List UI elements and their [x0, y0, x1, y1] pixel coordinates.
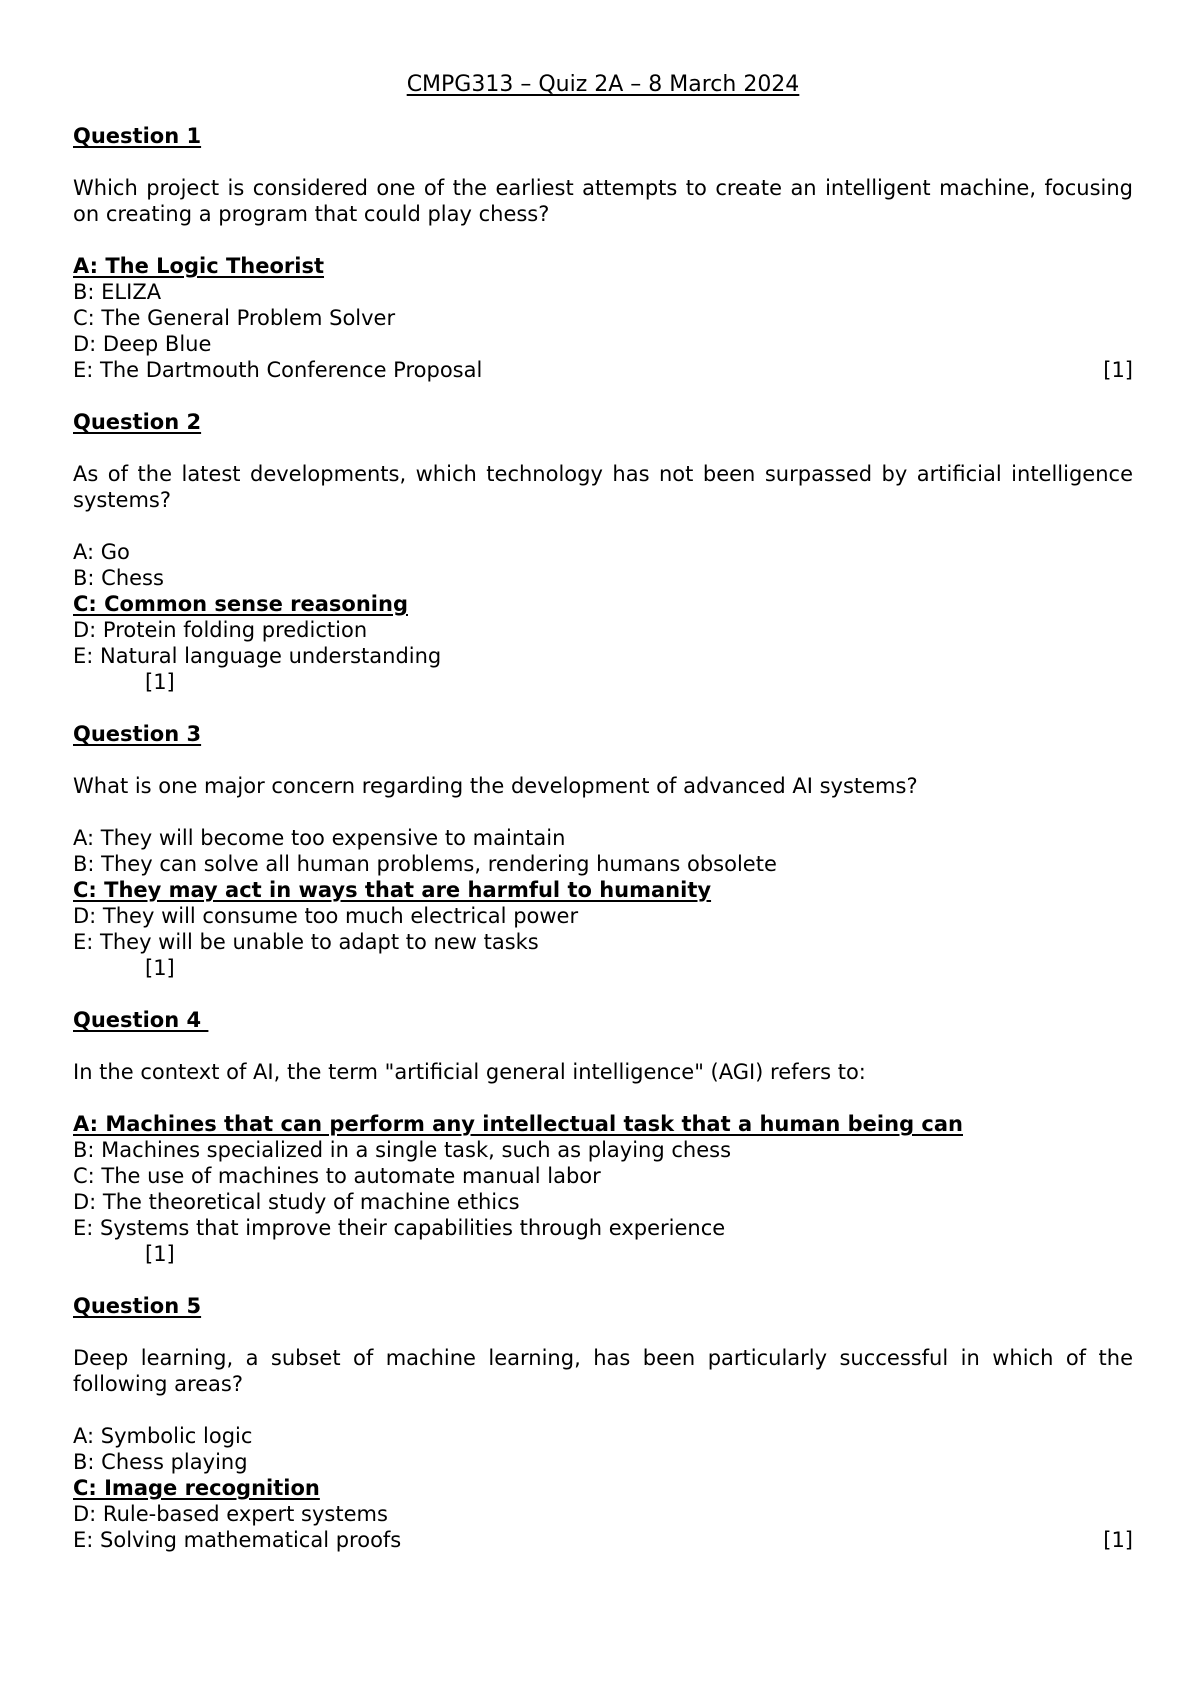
marks-label: [1]	[1103, 1528, 1133, 1552]
answer-options	[73, 1423, 1133, 1553]
question-heading: Question 1	[73, 124, 202, 148]
answer-option: A: They will become too expensive to maintain	[73, 826, 566, 850]
answer-option: E: Natural language understanding	[73, 644, 442, 668]
answer-option-with-marks	[73, 1527, 1133, 1553]
answer-option-label: E: The Dartmouth Conference Proposal	[73, 358, 483, 382]
answer-option-label: E: Solving mathematical proofs	[73, 1528, 402, 1552]
answer-option: D: The theoretical study of machine ethics	[73, 1190, 520, 1214]
question-2	[73, 409, 1133, 695]
answer-option: A: Go	[73, 540, 130, 564]
answer-option: B: Machines specialized in a single task, such as playing chess	[73, 1138, 732, 1162]
answer-option: C: The General Problem Solver	[73, 306, 396, 330]
answer-option-with-marks	[73, 357, 1133, 383]
answer-options	[73, 539, 1133, 695]
answer-option-correct: C: They may act in ways that are harmful to humanity	[73, 878, 712, 902]
answer-option: D: They will consume too much electrical power	[73, 904, 579, 928]
question-5	[73, 1293, 1133, 1553]
answer-options	[73, 253, 1133, 383]
answer-option: B: ELIZA	[73, 280, 162, 304]
question-3	[73, 721, 1133, 981]
answer-option: B: They can solve all human problems, rendering humans obsolete	[73, 852, 777, 876]
answer-options	[73, 1111, 1133, 1267]
question-4	[73, 1007, 1133, 1267]
question-1	[73, 123, 1133, 383]
question-heading: Question 2	[73, 410, 202, 434]
marks-label: [1]	[145, 956, 175, 980]
question-heading: Question 4	[73, 1008, 209, 1032]
answer-option: E: Systems that improve their capabilities through experience	[73, 1216, 726, 1240]
answer-option-correct: C: Image recognition	[73, 1476, 320, 1500]
answer-option: B: Chess	[73, 566, 164, 590]
question-text: In the context of AI, the term "artificial general intelligence" (AGI) refers to:	[73, 1060, 866, 1084]
question-text: As of the latest developments, which technology has not been surpassed by artificial intelligence systems?	[73, 462, 1133, 512]
answer-option: D: Deep Blue	[73, 332, 212, 356]
answer-option: D: Protein folding prediction	[73, 618, 368, 642]
page-title: CMPG313 – Quiz 2A – 8 March 2024	[406, 72, 800, 97]
answer-option-correct: A: Machines that can perform any intellectual task that a human being can	[73, 1112, 963, 1136]
question-text: What is one major concern regarding the development of advanced AI systems?	[73, 774, 918, 798]
question-heading: Question 5	[73, 1294, 202, 1318]
marks-label: [1]	[145, 670, 175, 694]
answer-option-correct: C: Common sense reasoning	[73, 592, 408, 616]
question-text: Which project is considered one of the earliest attempts to create an intelligent machine, focusing on creating a program that could play chess?	[73, 176, 1133, 226]
answer-option: A: Symbolic logic	[73, 1424, 253, 1448]
answer-option-correct: A: The Logic Theorist	[73, 254, 325, 278]
answer-option: D: Rule-based expert systems	[73, 1502, 388, 1526]
answer-option: E: They will be unable to adapt to new tasks	[73, 930, 539, 954]
question-heading: Question 3	[73, 722, 202, 746]
answer-options	[73, 825, 1133, 981]
marks-label: [1]	[145, 1242, 175, 1266]
question-text: Deep learning, a subset of machine learning, has been particularly successful in which of the following areas?	[73, 1346, 1133, 1396]
answer-option: B: Chess playing	[73, 1450, 248, 1474]
answer-option: C: The use of machines to automate manual labor	[73, 1164, 601, 1188]
marks-label: [1]	[1103, 358, 1133, 382]
